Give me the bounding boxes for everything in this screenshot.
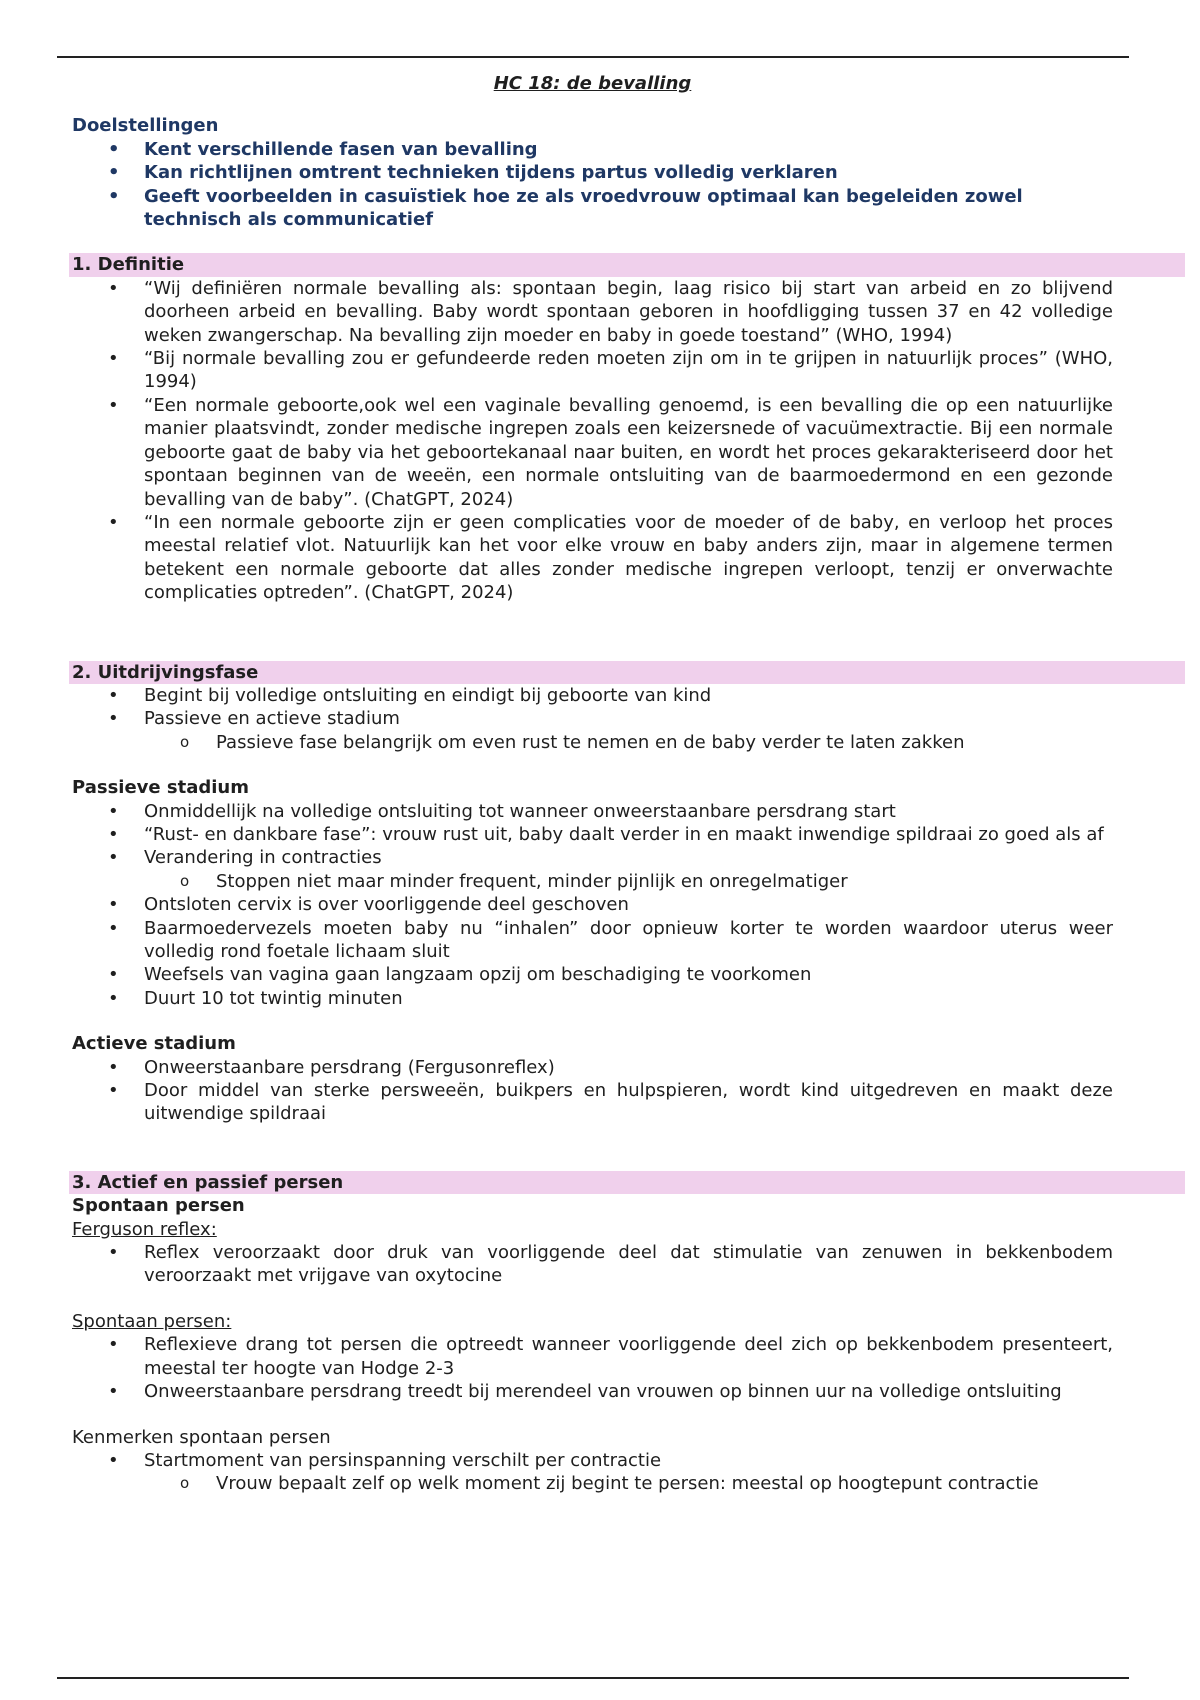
list-item-text: Verandering in contracties [144,847,382,869]
list-item-text: Passieve en actieve stadium [144,708,400,730]
uitdrijving-list [72,684,1113,754]
goals-heading: Doelstellingen [72,115,219,137]
section-heading-uitdrijvingsfase: 2. Uitdrijvingsfase [69,661,1185,684]
ferguson-heading: Ferguson reflex: [72,1218,217,1240]
list-item: • Ontsloten cervix is over voorliggende deel geschoven [144,893,1113,916]
list-item: • Duurt 10 tot twintig minuten [144,987,1113,1010]
passieve-stadium-heading: Passieve stadium [72,777,249,799]
list-item: • “Bij normale bevalling zou er gefundeerde reden moeten zijn om in te grijpen in natuurlijk proces” (WHO, 1994) [144,347,1113,394]
spontaan-persen-heading: Spontaan persen [72,1195,245,1217]
document-body [72,68,1113,1496]
list-item: • Reflex veroorzaakt door druk van voorliggende deel dat stimulatie van zenuwen in bekkenbodem veroorzaakt met vrijgave van oxytocine [144,1241,1113,1288]
sub-list [144,1472,1113,1495]
list-item [144,707,1113,754]
list-item: • Weefsels van vagina gaan langzaam opzij om beschadiging te voorkomen [144,963,1113,986]
list-item: • Begint bij volledige ontsluiting en eindigt bij geboorte van kind [144,684,1113,707]
list-item-text: Startmoment van persinspanning verschilt per contractie [144,1449,662,1471]
list-item [144,1449,1113,1496]
list-item: • Baarmoedervezels moeten baby nu “inhalen” door opnieuw korter te worden waardoor uterus weer volledig rond foetale lichaam sluit [144,917,1113,964]
actieve-stadium-heading: Actieve stadium [72,1033,236,1055]
list-item: • Reflexieve drang tot persen die optreedt wanneer voorliggende deel zich op bekkenbodem presenteert, meestal ter hoogte van Hodge 2-3 [144,1333,1113,1380]
sub-list-item: o Vrouw bepaalt zelf op welk moment zij begint te persen: meestal op hoogtepunt contractie [216,1472,1113,1495]
bottom-rule [57,1677,1129,1679]
sub-list [144,870,1113,893]
list-item: • Geeft voorbeelden in casuïstiek hoe ze als vroedvrouw optimaal kan begeleiden zowel technisch als communicatief [144,185,1113,232]
definitie-list [72,277,1113,605]
list-item: • “Wij definiëren normale bevalling als: spontaan begin, laag risico bij start van arbeid en zo blijvend doorheen arbeid en bevalling. Baby wordt spontaan geboren in hoofdligging tussen 37 en 42 volledige weken zwangerschap. Na bevalling zijn moeder en baby in goede toestand” (WHO, 1994) [144,277,1113,347]
list-item: • Door middel van sterke persweeën, buikpers en hulpspieren, wordt kind uitgedreven en maakt deze uitwendige spildraai [144,1079,1113,1126]
list-item: • Onmiddellijk na volledige ontsluiting tot wanneer onweerstaanbare persdrang start [144,800,1113,823]
top-rule [57,56,1129,58]
list-item: • Onweerstaanbare persdrang treedt bij merendeel van vrouwen op binnen uur na volledige ontsluiting [144,1380,1113,1403]
list-item: • Onweerstaanbare persdrang (Fergusonreflex) [144,1056,1113,1079]
actief-list [72,1056,1113,1126]
list-item: • “In een normale geboorte zijn er geen complicaties voor de moeder of de baby, en verloop het proces meestal relatief vlot. Natuurlijk kan het voor elke vrouw en baby anders zijn, maar in algemene termen betekent een normale geboorte dat alles zonder medische ingrepen verloopt, tenzij er onverwachte complicaties optreden”. (ChatGPT, 2024) [144,511,1113,605]
sub-list [144,731,1113,754]
section-heading-definitie: 1. Definitie [69,253,1185,276]
section-heading-persen: 3. Actief en passief persen [69,1171,1185,1194]
list-item: • Kan richtlijnen omtrent technieken tijdens partus volledig verklaren [144,161,1113,184]
kenmerken-heading: Kenmerken spontaan persen [72,1426,331,1448]
kenmerken-list [72,1449,1113,1496]
page-title: HC 18: de bevalling [493,73,692,94]
list-item [144,846,1113,893]
list-item: • Kent verschillende fasen van bevalling [144,138,1113,161]
spontaan-heading: Spontaan persen: [72,1310,232,1332]
sub-list-item: o Stoppen niet maar minder frequent, minder pijnlijk en onregelmatiger [216,870,1113,893]
spontaan-list [72,1333,1113,1403]
passief-list [72,800,1113,1011]
goals-list [72,138,1113,232]
list-item: • “Een normale geboorte,ook wel een vaginale bevalling genoemd, is een bevalling die op een natuurlijke manier plaatsvindt, zonder medische ingrepen zoals een keizersnede of vacuümextractie. Bij een normale geboorte gaat de baby via het geboortekanaal naar buiten, en wordt het proces gekarakteriseerd door het spontaan beginnen van de weeën, een normale ontsluiting van de baarmoedermond en een gezonde bevalling van de baby”. (ChatGPT, 2024) [144,394,1113,511]
list-item: • “Rust- en dankbare fase”: vrouw rust uit, baby daalt verder in en maakt inwendige spildraai zo goed als af [144,823,1113,846]
ferguson-list [72,1241,1113,1288]
sub-list-item: o Passieve fase belangrijk om even rust te nemen en de baby verder te laten zakken [216,731,1113,754]
